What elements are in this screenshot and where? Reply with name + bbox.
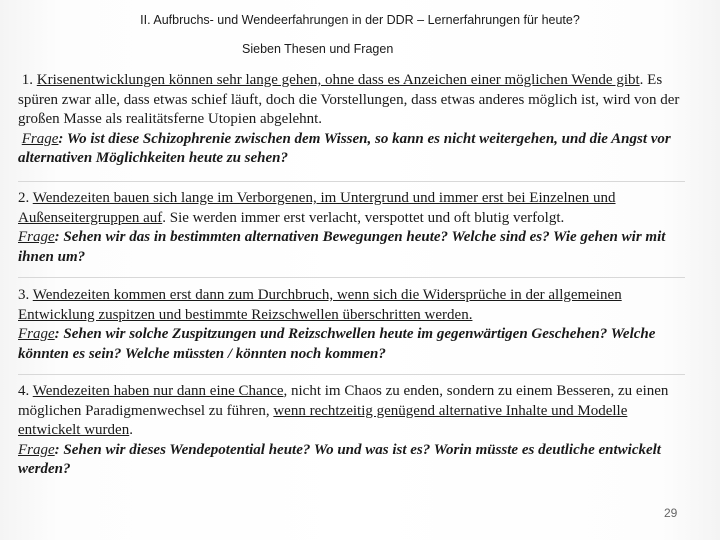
divider xyxy=(18,277,685,278)
thesis-1-rest: . Es spüren zwar alle, dass etwas schief läuft, doch die Vorstellungen, dass etwas anderes möglich ist, wird von der großen Masse als realitätsferne Utopien abgelehnt. xyxy=(18,72,680,127)
thesis-2-number: 2. xyxy=(18,190,30,206)
thesis-1-question xyxy=(18,130,685,169)
thesis-3-statement xyxy=(18,286,685,325)
thesis-2-rest: . Sie werden immer erst verlacht, verspottet und oft blutig verfolgt. xyxy=(162,209,565,226)
thesis-1-question-text: : Wo ist diese Schizophrenie zwischen dem Wissen, so kann es nicht weitergehen, und die Angst vor alternativen Möglichkeiten heute zu sehen? xyxy=(18,130,671,166)
thesis-2-question-text: : Sehen wir das in bestimmten alternativen Bewegungen heute? Welche sind es? Wie gehen wir mit ihnen um? xyxy=(18,229,666,265)
thesis-1-statement xyxy=(18,71,685,130)
divider xyxy=(18,374,685,375)
frage-label: Frage xyxy=(18,326,55,342)
thesis-4-mid: , nicht im Chaos zu enden, sondern zu einem Besseren, zu einen möglichen Paradigmenwechsel zu führen, xyxy=(18,383,669,419)
thesis-1-number: 1. xyxy=(21,72,33,88)
slide-title: II. Aufbruchs- und Wendeerfahrungen in der DDR – Lernerfahrungen für heute? xyxy=(140,13,580,27)
thesis-3-question-text: : Sehen wir solche Zuspitzungen und Reizschwellen heute im gegenwärtigen Geschehen? Welche könnten es sein? Welche müssten / könnten noch kommen? xyxy=(18,326,656,362)
page-number: 29 xyxy=(664,506,678,520)
thesis-4-number: 4. xyxy=(18,383,30,399)
frage-label: Frage xyxy=(18,441,55,458)
thesis-2 xyxy=(18,189,685,267)
thesis-4-end: . xyxy=(129,422,133,438)
thesis-3 xyxy=(18,286,685,364)
thesis-4 xyxy=(18,382,685,480)
divider xyxy=(18,181,685,182)
thesis-3-question xyxy=(18,325,685,364)
thesis-1-underlined: Krisenentwicklungen können sehr lange gehen, ohne dass es Anzeichen einer möglichen Wende gibt xyxy=(36,72,640,88)
thesis-4-question xyxy=(18,441,685,480)
thesis-3-underlined: Wendezeiten kommen erst dann zum Durchbruch, wenn sich die Widersprüche in der allgemeinen Entwicklung zuspitzen und bestimmte Reizschwellen überschritten werden. xyxy=(18,287,622,323)
thesis-2-question xyxy=(18,228,685,267)
frage-label: Frage xyxy=(18,229,55,245)
slide-subtitle: Sieben Thesen und Fragen xyxy=(242,42,394,56)
thesis-4-underlined-a: Wendezeiten haben nur dann eine Chance xyxy=(32,383,284,399)
thesis-4-question-text: : Sehen wir dieses Wendepotential heute? Wo und was ist es? Worin müsste es deutliche entwickelt werden? xyxy=(18,441,661,477)
thesis-4-underlined-b: wenn rechtzeitig genügend alternative Inhalte und Modelle entwickelt wurden xyxy=(18,402,628,438)
thesis-2-statement xyxy=(18,189,685,228)
thesis-1 xyxy=(18,71,685,169)
frage-label: Frage xyxy=(21,130,59,147)
thesis-3-number: 3. xyxy=(18,287,30,303)
thesis-2-underlined: Wendezeiten bauen sich lange im Verborgenen, im Untergrund und immer erst bei Einzelnen und Außenseitergruppen auf xyxy=(18,190,616,226)
thesis-4-statement xyxy=(18,382,685,441)
